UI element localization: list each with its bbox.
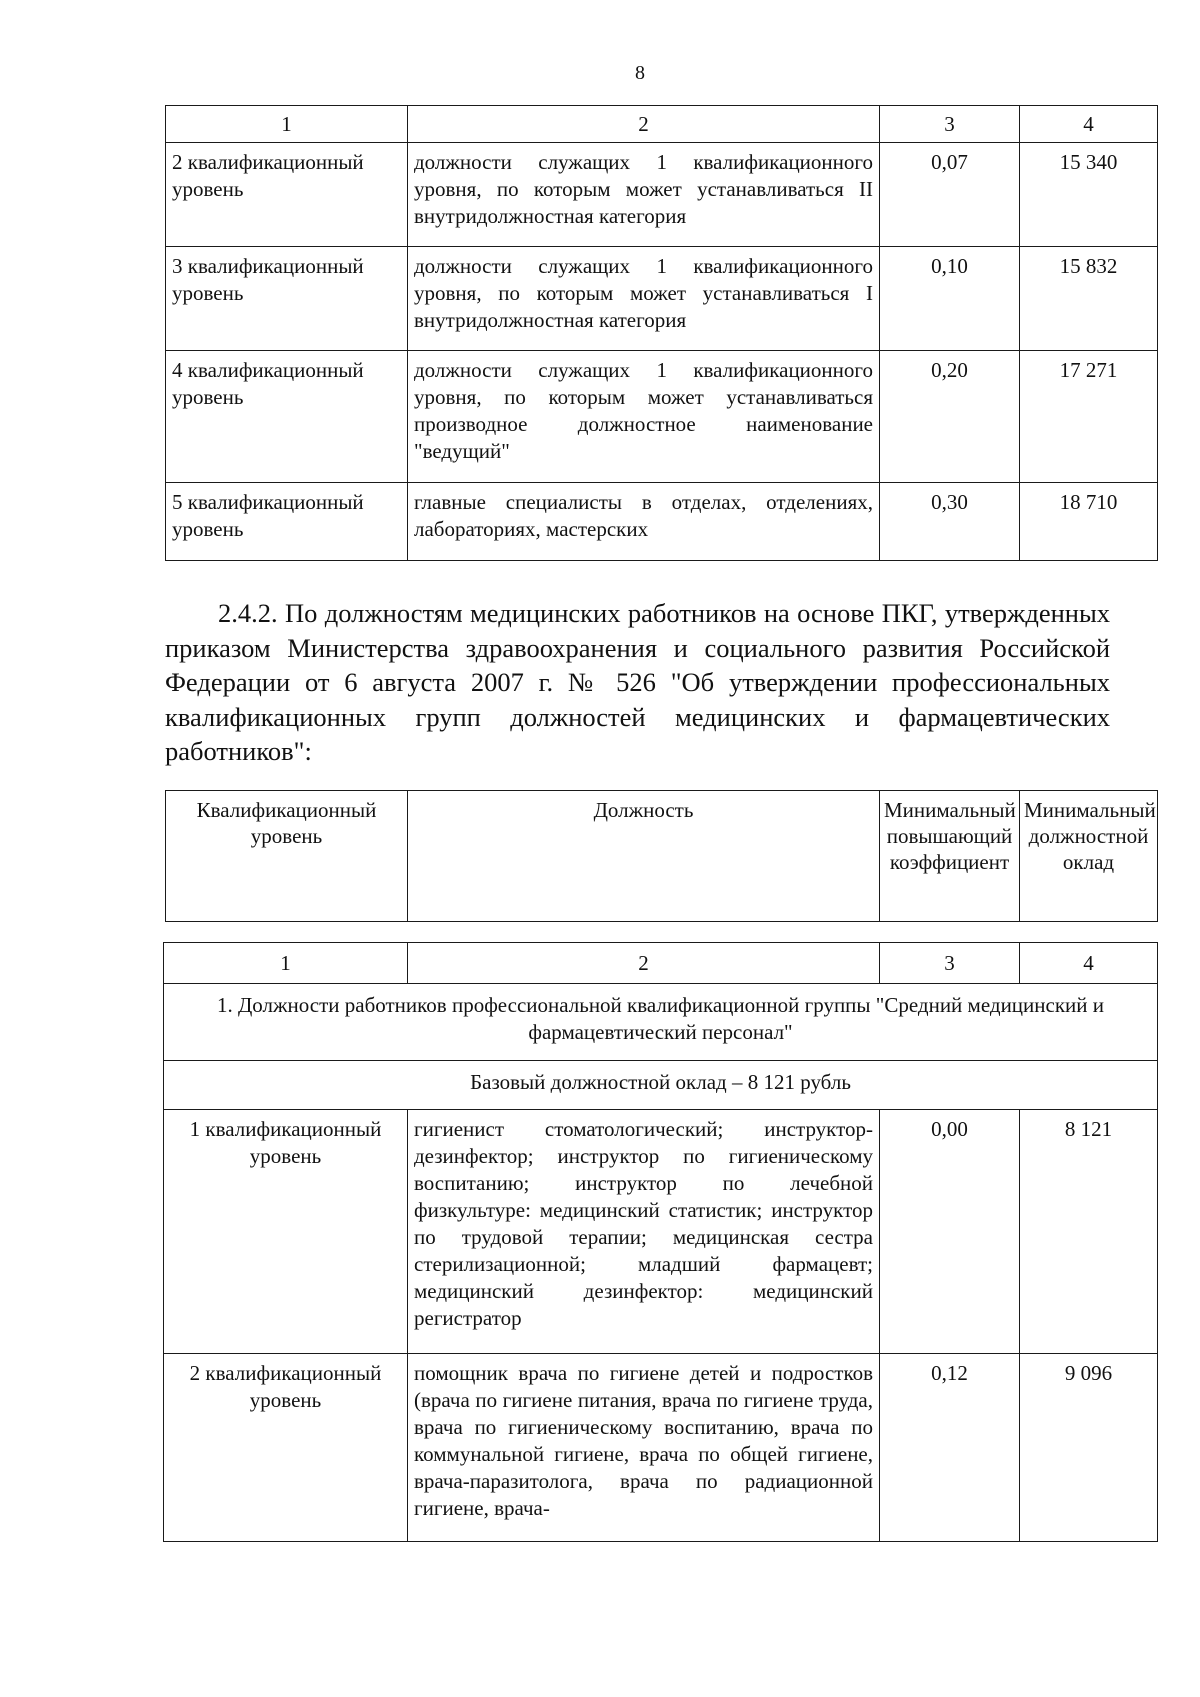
section-paragraph: 2.4.2. По должностям медицинских работников на основе ПКГ, утвержденных приказом Министерства здравоохранения и социального развития Российской Федерации от 6 августа 2007 г. № 526 "Об утверждении профессиональных квалификационных групп должностей медицинских и фармацевтических работников": xyxy=(165,598,1110,766)
column-number: 1 xyxy=(166,106,408,143)
salary: 18 710 xyxy=(1020,483,1158,561)
table-row xyxy=(166,351,1158,483)
position-description: должности служащих 1 квалификационного уровня, по которым может устанавливаться производное должностное наименование "ведущий" xyxy=(408,351,880,483)
column-number: 4 xyxy=(1020,943,1158,984)
table-header-row xyxy=(166,106,1158,143)
medical-table-header xyxy=(165,790,1158,922)
table-row xyxy=(164,1354,1158,1542)
position-description: должности служащих 1 квалификационного уровня, по которым может устанавливаться II внутридолжностная категория xyxy=(408,143,880,247)
qualification-level: 5 квалификационный уровень xyxy=(166,483,408,561)
table-header-row xyxy=(164,943,1158,984)
qualification-level: 4 квалификационный уровень xyxy=(166,351,408,483)
coefficient: 0,30 xyxy=(880,483,1020,561)
qualification-level: 2 квалификационный уровень xyxy=(164,1354,408,1542)
qualification-level: 1 квалификационный уровень xyxy=(164,1110,408,1354)
table-row xyxy=(166,247,1158,351)
group-title: 1. Должности работников профессиональной квалификационной группы "Средний медицинский и фармацевтический персонал" xyxy=(164,984,1158,1061)
table-row xyxy=(164,1110,1158,1354)
coefficient: 0,07 xyxy=(880,143,1020,247)
column-number: 4 xyxy=(1020,106,1158,143)
medical-salary-table xyxy=(163,942,1158,1542)
salary: 8 121 xyxy=(1020,1110,1158,1354)
column-number: 2 xyxy=(408,943,880,984)
table-row xyxy=(166,143,1158,247)
salary: 9 096 xyxy=(1020,1354,1158,1542)
coefficient: 0,12 xyxy=(880,1354,1020,1542)
table-header-row xyxy=(166,791,1158,922)
salary: 17 271 xyxy=(1020,351,1158,483)
header-qualification-level: Квалификационный уровень xyxy=(166,791,408,922)
header-salary: Минимальный должностной оклад xyxy=(1020,791,1158,922)
column-number: 2 xyxy=(408,106,880,143)
salary: 15 340 xyxy=(1020,143,1158,247)
column-number: 3 xyxy=(880,106,1020,143)
header-position: Должность xyxy=(408,791,880,922)
table-row xyxy=(166,483,1158,561)
position-description: гигиенист стоматологический; инструктор-дезинфектор; инструктор по гигиеническому воспитанию; инструктор по лечебной физкультуре: медицинский статистик; инструктор по трудовой терапии; медицинская сестра стерилизационной; младший фармацевт; медицинский дезинфектор: медицинский регистратор xyxy=(408,1110,880,1354)
qualification-level: 3 квалификационный уровень xyxy=(166,247,408,351)
salary: 15 832 xyxy=(1020,247,1158,351)
coefficient: 0,00 xyxy=(880,1110,1020,1354)
position-description: должности служащих 1 квалификационного уровня, по которым может устанавливаться I внутридолжностная категория xyxy=(408,247,880,351)
coefficient: 0,20 xyxy=(880,351,1020,483)
position-description: помощник врача по гигиене детей и подростков (врача по гигиене питания, врача по гигиене труда, врача по гигиеническому воспитанию, врача по коммунальной гигиене, врача по общей гигиене, врача-паразитолога, врача по радиационной гигиене, врача- xyxy=(408,1354,880,1542)
column-number: 1 xyxy=(164,943,408,984)
base-salary-row xyxy=(164,1061,1158,1110)
coefficient: 0,10 xyxy=(880,247,1020,351)
base-salary: Базовый должностной оклад – 8 121 рубль xyxy=(164,1061,1158,1110)
column-number: 3 xyxy=(880,943,1020,984)
salary-table-general xyxy=(165,105,1158,561)
header-coefficient: Минимальный повышающий коэффициент xyxy=(880,791,1020,922)
position-description: главные специалисты в отделах, отделениях, лабораториях, мастерских xyxy=(408,483,880,561)
group-title-row xyxy=(164,984,1158,1061)
qualification-level: 2 квалификационный уровень xyxy=(166,143,408,247)
page-number: 8 xyxy=(635,62,645,84)
